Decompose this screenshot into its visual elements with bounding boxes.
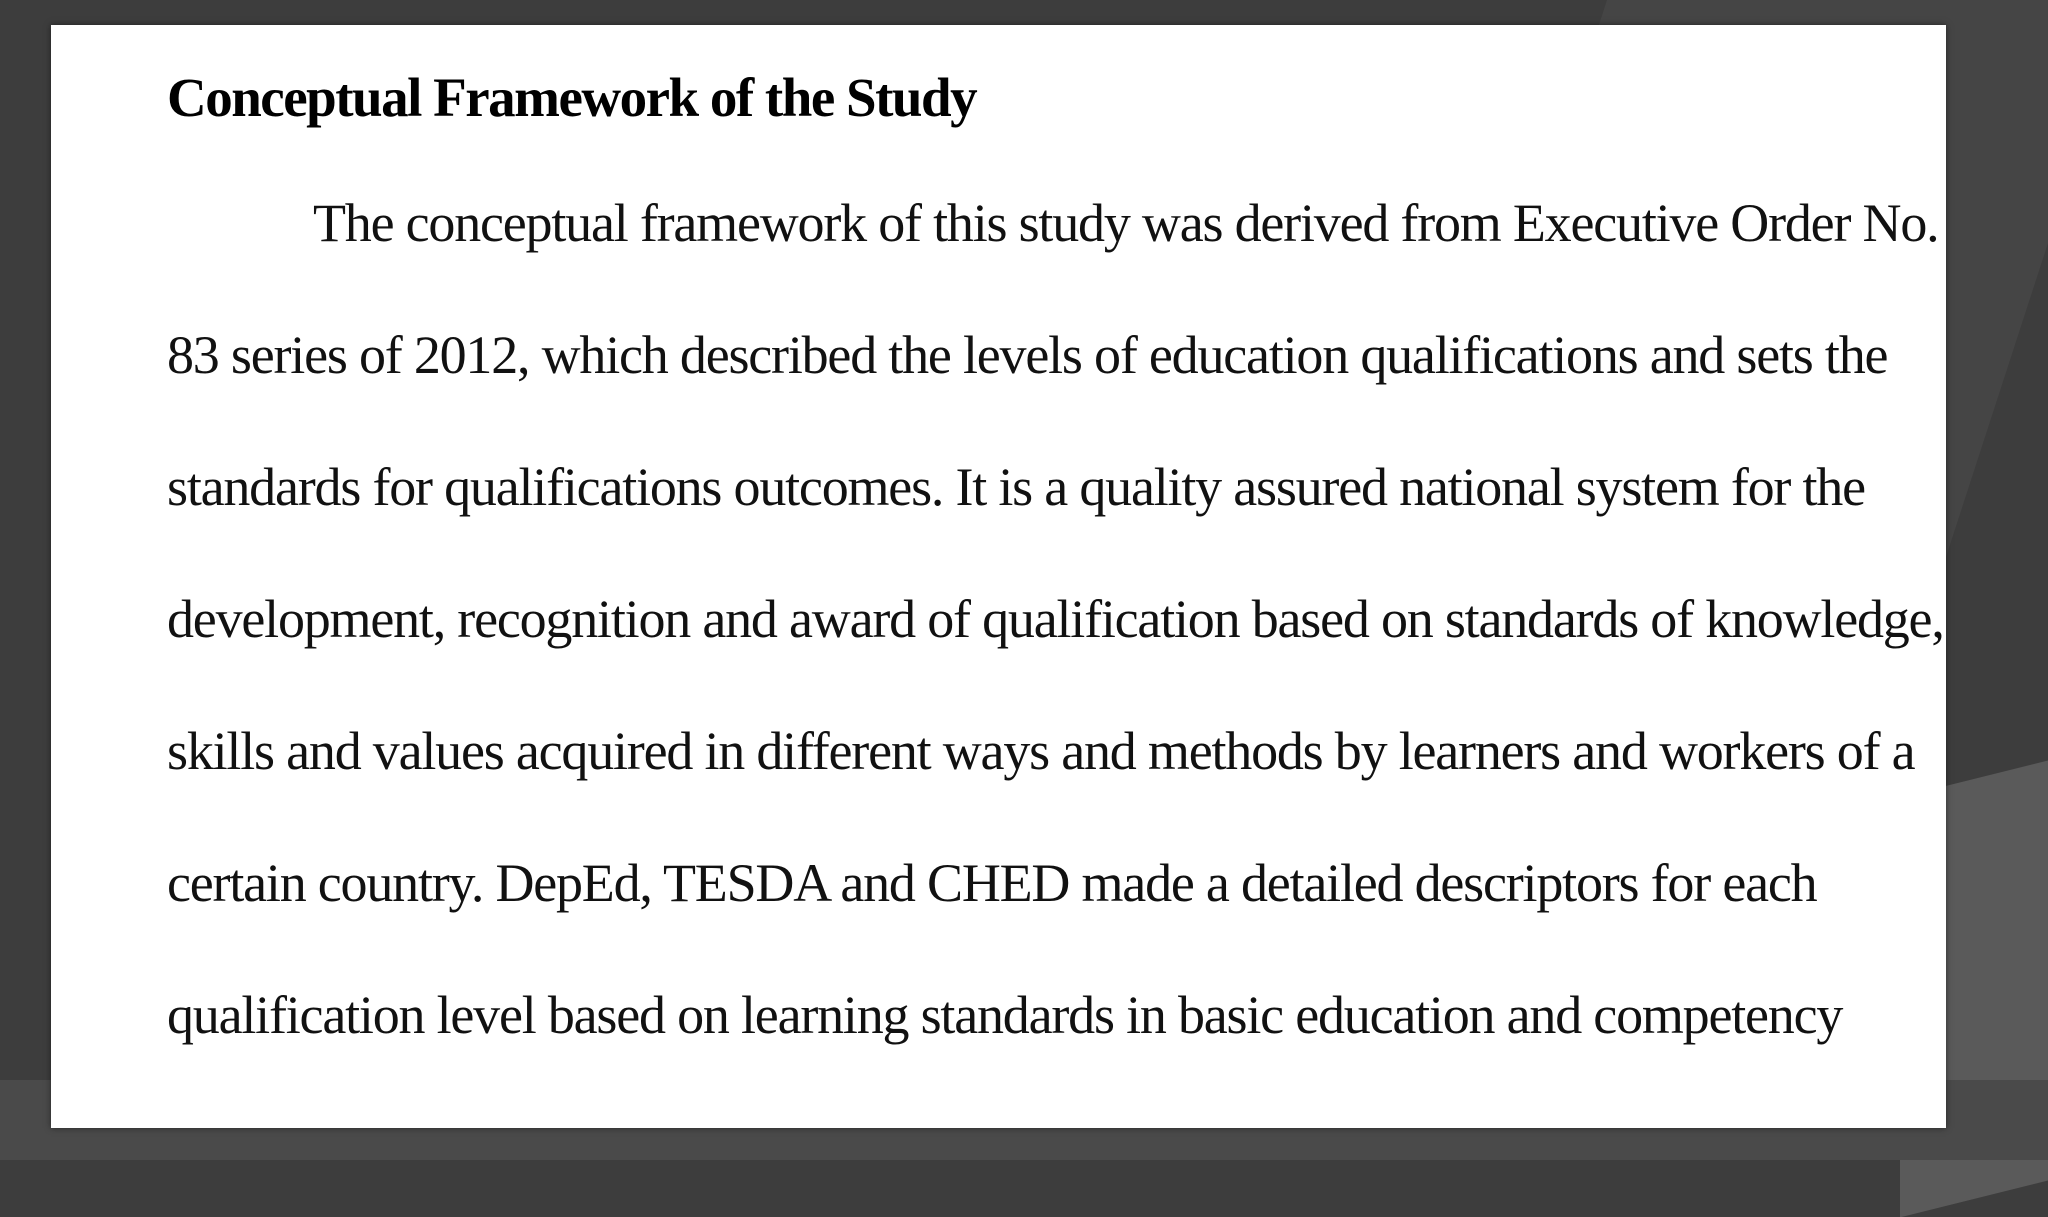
body-text-line: qualification level based on learning standards in basic education and competency — [167, 985, 1843, 1045]
body-text-line: The conceptual framework of this study was derived from Executive Order No. — [313, 193, 1939, 253]
body-text-line: skills and values acquired in different ways and methods by learners and workers of a — [167, 721, 1915, 781]
body-text-line: certain country. DepEd, TESDA and CHED made a detailed descriptors for each — [167, 853, 1817, 913]
body-text-line: standards for qualifications outcomes. It is a quality assured national system for the — [167, 457, 1865, 517]
slide-content-box — [51, 25, 1946, 1128]
section-heading: Conceptual Framework of the Study — [167, 67, 977, 128]
body-text-line: development, recognition and award of qualification based on standards of knowledge, — [167, 589, 1944, 649]
body-text-line: 83 series of 2012, which described the levels of education qualifications and sets the — [167, 325, 1888, 385]
